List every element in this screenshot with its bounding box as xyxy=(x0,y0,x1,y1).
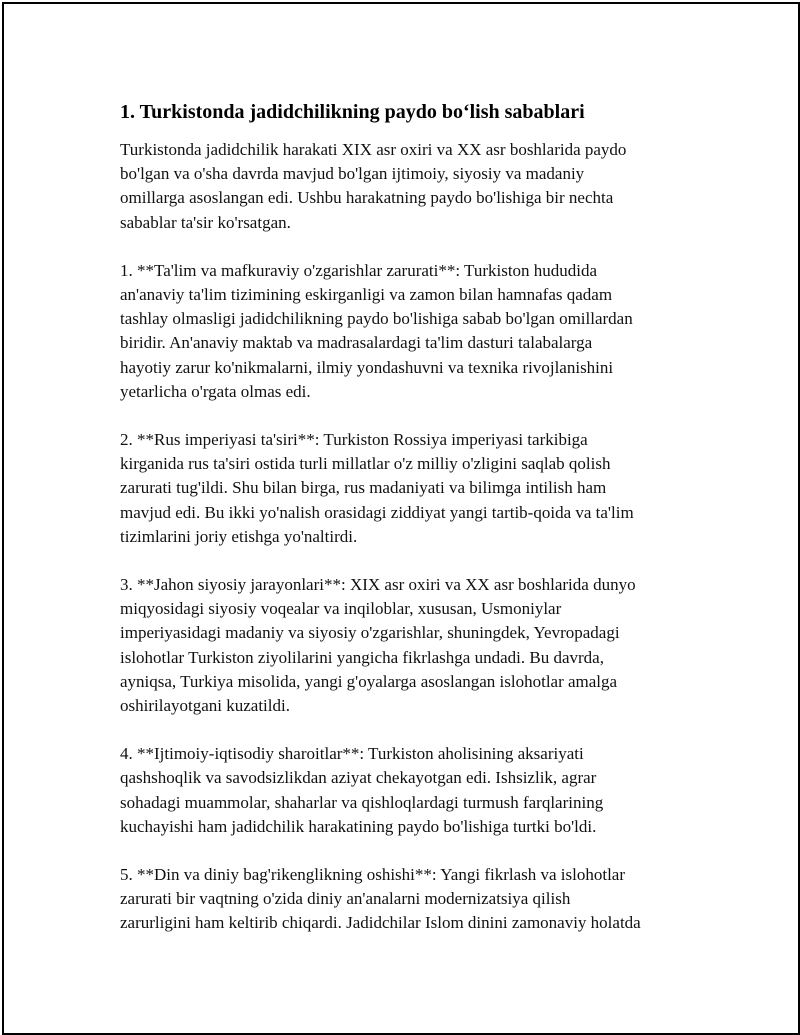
paragraph-reason-5 xyxy=(120,863,700,936)
paragraph-reason-1 xyxy=(120,259,700,404)
text-line: yetarlicha o'rgata olmas edi. xyxy=(120,381,311,401)
text-line: 3. **Jahon siyosiy jarayonlari**: XIX asr oxiri va XX asr boshlarida dunyo xyxy=(120,575,636,595)
document-content xyxy=(120,100,700,960)
text-line: zarurligini ham keltirib chiqardi. Jadidchilar Islom dinini zamonaviy holatda xyxy=(120,913,641,933)
text-line: biridir. An'anaviy maktab va madrasalardagi ta'lim dasturi talabalarga xyxy=(120,333,593,353)
text-line: hayotiy zarur ko'nikmalarni, ilmiy yondashuvni va texnika rivojlanishini xyxy=(120,357,614,377)
paragraph-reason-2 xyxy=(120,428,700,549)
text-line: zarurati tug'ildi. Shu bilan birga, rus madaniyati va bilimga intilish ham xyxy=(120,478,607,498)
document-page xyxy=(2,2,800,1035)
text-line: islohotlar Turkiston ziyolilarini yangicha fikrlashga undadi. Bu davrda, xyxy=(120,647,604,667)
text-line: 5. **Din va diniy bag'rikenglikning oshishi**: Yangi fikrlash va islohotlar xyxy=(120,865,626,885)
paragraph-reason-4 xyxy=(120,742,700,839)
text-line: sohadagi muammolar, shaharlar va qishloqlardagi turmush farqlarining xyxy=(120,792,604,812)
text-line: bo'lgan va o'sha davrda mavjud bo'lgan ijtimoiy, siyosiy va madaniy xyxy=(120,164,585,184)
section-title: 1. Turkistonda jadidchilikning paydo bo‘lish sabablari xyxy=(120,101,585,123)
text-line: kuchayishi ham jadidchilik harakatining paydo bo'lishiga turtki bo'ldi. xyxy=(120,816,597,836)
text-line: miqyosidagi siyosiy voqealar va inqiloblar, xususan, Usmoniylar xyxy=(120,599,562,619)
text-line: zarurati bir vaqtning o'zida diniy an'analarni modernizatsiya qilish xyxy=(120,889,571,909)
text-line: mavjud edi. Bu ikki yo'nalish orasidagi ziddiyat yangi tartib-qoida va ta'lim xyxy=(120,502,634,522)
text-line: tashlay olmasligi jadidchilikning paydo bo'lishiga sabab bo'lgan omillardan xyxy=(120,309,633,329)
text-line: 4. **Ijtimoiy-iqtisodiy sharoitlar**: Turkiston aholisining aksariyati xyxy=(120,744,584,764)
text-line: oshirilayotgani kuzatildi. xyxy=(120,696,290,716)
text-line: imperiyasidagi madaniy va siyosiy o'zgarishlar, shuningdek, Yevropadagi xyxy=(120,623,620,643)
text-line: qashshoqlik va savodsizlikdan aziyat chekayotgan edi. Ishsizlik, agrar xyxy=(120,768,597,788)
text-line: kirganida rus ta'siri ostida turli millatlar o'z milliy o'zligini saqlab qolish xyxy=(120,454,611,474)
text-line: 1. **Ta'lim va mafkuraviy o'zgarishlar zarurati**: Turkiston hududida xyxy=(120,260,598,280)
text-line: sabablar ta'sir ko'rsatgan. xyxy=(120,212,291,232)
text-line: omillarga asoslangan edi. Ushbu harakatning paydo bo'lishiga bir nechta xyxy=(120,188,614,208)
text-line: 2. **Rus imperiyasi ta'siri**: Turkiston Rossiya imperiyasi tarkibiga xyxy=(120,430,588,450)
text-line: tizimlarini joriy etishga yo'naltirdi. xyxy=(120,526,358,546)
text-line: an'anaviy ta'lim tizimining eskirganligi va zamon bilan hamnafas qadam xyxy=(120,285,613,305)
text-line: Turkistonda jadidchilik harakati XIX asr oxiri va XX asr boshlarida paydo xyxy=(120,140,627,159)
paragraph-reason-3 xyxy=(120,573,700,718)
paragraph-intro xyxy=(120,138,700,235)
text-line: ayniqsa, Turkiya misolida, yangi g'oyalarga asoslangan islohotlar amalga xyxy=(120,671,618,691)
